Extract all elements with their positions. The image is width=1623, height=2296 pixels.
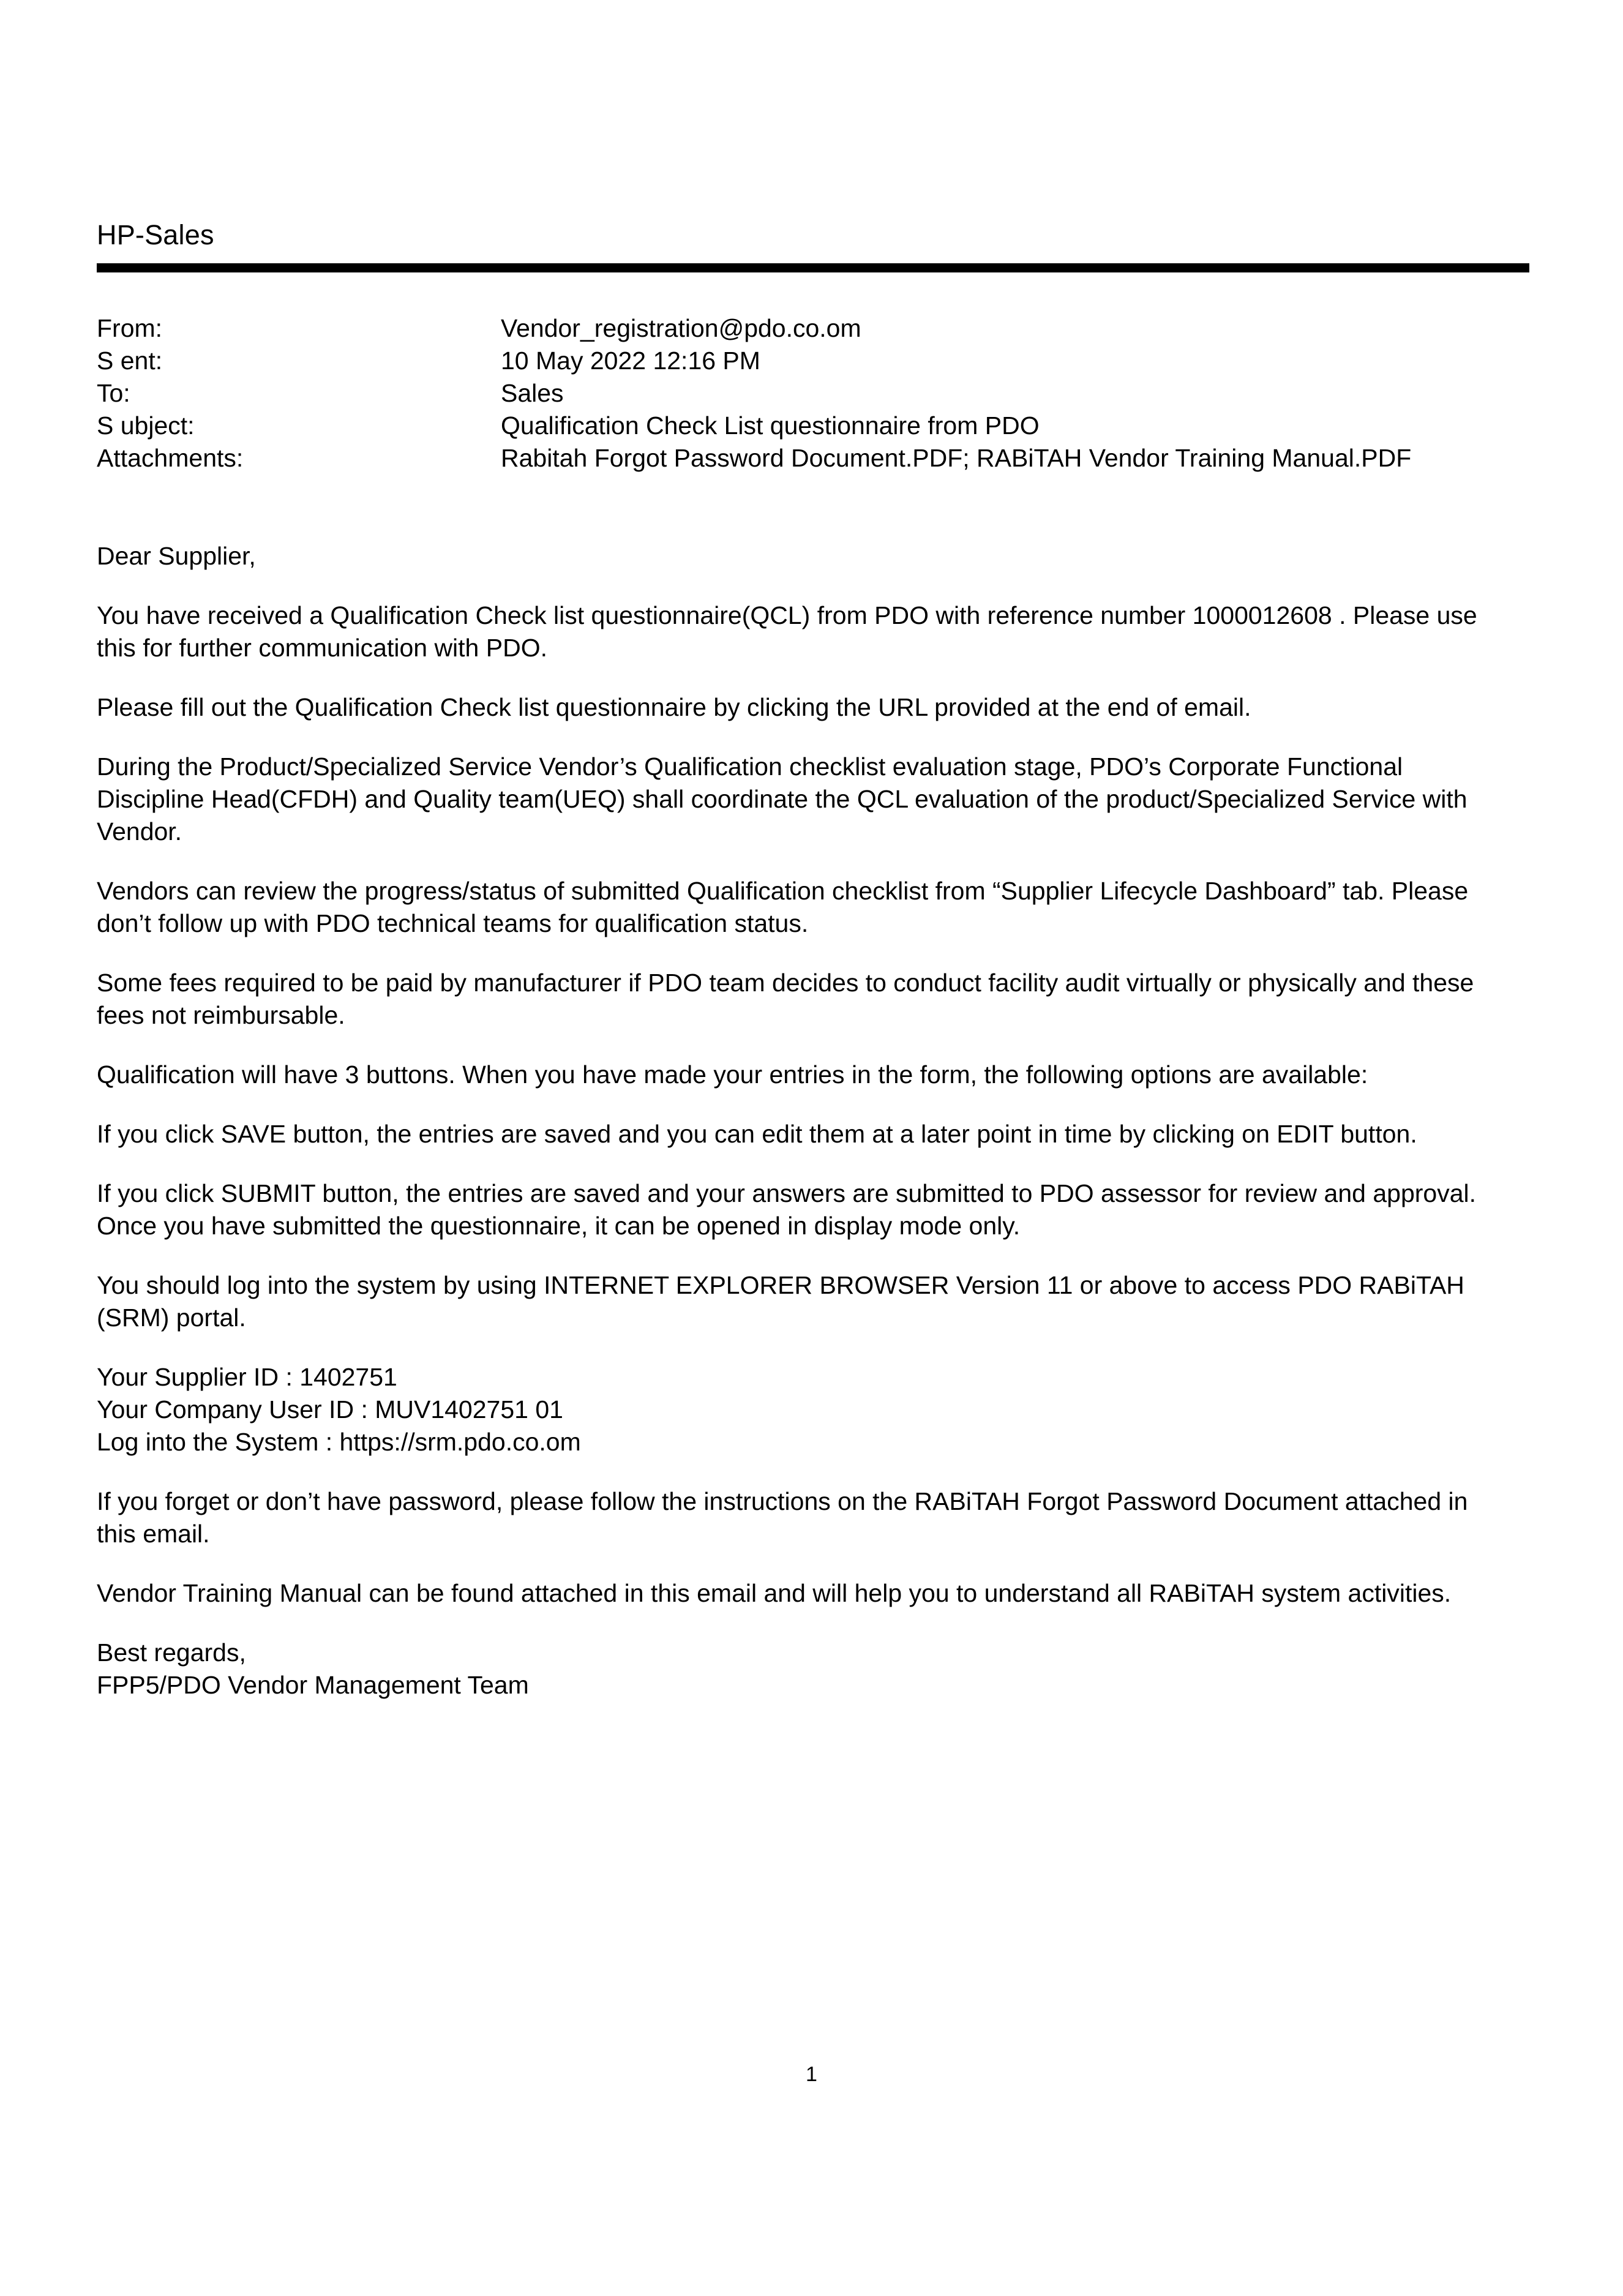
email-field-subject (97, 410, 1531, 442)
company-user-id-line: Your Company User ID : MUV1402751 01 (97, 1395, 563, 1424)
email-field-sent (97, 345, 1531, 377)
header-divider (97, 263, 1529, 272)
body-paragraph-submit-button: If you click SUBMIT button, the entries are saved and your answers are submitted to PDO assessor for review and approval. Once you have submitted the questionnaire, it can be opened in display mode only. (97, 1179, 1477, 1240)
email-field-to (97, 377, 1531, 410)
body-paragraph-training-manual: Vendor Training Manual can be found attached in this email and will help you to understand all RABiTAH system activities. (97, 1579, 1452, 1607)
email-field-label: Attachments: (97, 444, 244, 472)
email-field-from (97, 312, 1531, 345)
body-paragraph-reference: You have received a Qualification Check list questionnaire(QCL) from PDO with reference number 1000012608 . Please use this for further communication with PDO. (97, 601, 1477, 662)
signoff-greeting: Best regards, (97, 1638, 246, 1667)
email-field-label: S ent: (97, 347, 163, 375)
body-paragraph-evaluation-stage: During the Product/Specialized Service Vendor’s Qualification checklist evaluation stage, PDO’s Corporate Functional Discipline Head(CFDH) and Quality team(UEQ) shall coordinate the QCL evaluation of the product/Specialized Service with Vendor. (97, 752, 1467, 846)
email-field-value: Rabitah Forgot Password Document.PDF; RABiTAH Vendor Training Manual.PDF (501, 444, 1412, 472)
email-field-value: 10 May 2022 12:16 PM (501, 347, 760, 375)
page-title: HP-Sales (97, 219, 214, 250)
email-field-label: From: (97, 314, 163, 342)
email-field-value: Sales (501, 379, 564, 407)
email-field-attachments (97, 442, 1531, 475)
document-header (97, 219, 1531, 272)
page-number: 1 (806, 2063, 817, 2086)
login-url-line: Log into the System : https://srm.pdo.co.om (97, 1428, 581, 1456)
body-paragraph-save-button: If you click SAVE button, the entries are saved and you can edit them at a later point in time by clicking on EDIT button. (97, 1120, 1417, 1148)
body-paragraph-fill-out: Please fill out the Qualification Check list questionnaire by clicking the URL provided at the end of email. (97, 693, 1251, 721)
email-field-label: S ubject: (97, 411, 195, 440)
signoff-block (97, 1637, 1535, 1701)
body-paragraph-browser-requirement: You should log into the system by using INTERNET EXPLORER BROWSER Version 11 or above to access PDO RABiTAH (SRM) portal. (97, 1271, 1464, 1332)
body-paragraph-dashboard-review: Vendors can review the progress/status of submitted Qualification checklist from “Supplier Lifecycle Dashboard” tab. Please don’t follow up with PDO technical teams for qualification status. (97, 877, 1469, 937)
email-body (97, 540, 1535, 1728)
body-paragraph-fees: Some fees required to be paid by manufacturer if PDO team decides to conduct facility audit virtually or physically and these fees not reimbursable. (97, 969, 1474, 1029)
email-header-fields (97, 312, 1531, 475)
credentials-block (97, 1361, 1535, 1458)
body-paragraph-forgot-password: If you forget or don’t have password, please follow the instructions on the RABiTAH Forgot Password Document attached in this email. (97, 1487, 1468, 1548)
email-field-label: To: (97, 379, 130, 407)
body-paragraph-buttons-intro: Qualification will have 3 buttons. When you have made your entries in the form, the following options are available: (97, 1060, 1368, 1089)
email-field-value: Vendor_registration@pdo.co.om (501, 314, 861, 342)
supplier-id-line: Your Supplier ID : 1402751 (97, 1363, 397, 1391)
signoff-team: FPP5/PDO Vendor Management Team (97, 1671, 529, 1699)
salutation: Dear Supplier, (97, 542, 256, 570)
email-field-value: Qualification Check List questionnaire from PDO (501, 411, 1040, 440)
